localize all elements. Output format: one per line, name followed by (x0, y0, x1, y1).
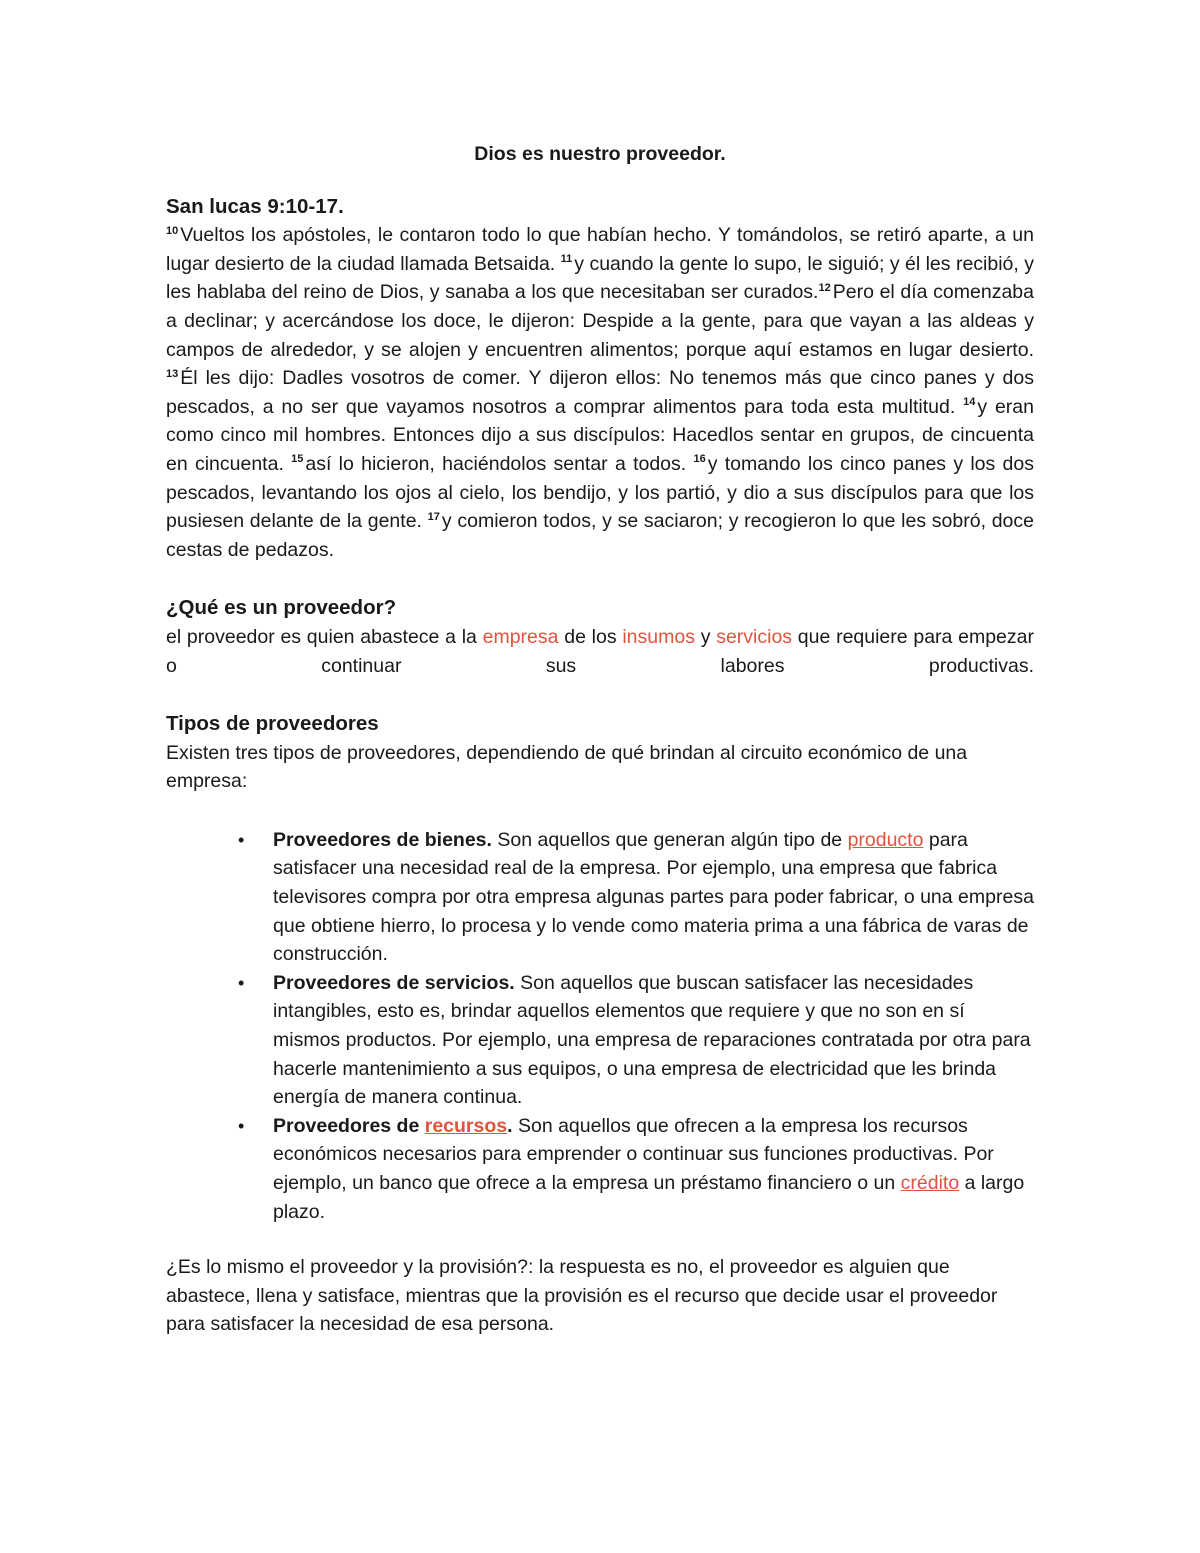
verse-text: y cuando la gente lo supo, le siguió; y él les recibió, y les hablaba del reino de Dios, y sanaba a los que necesitaban ser curados. (166, 252, 1034, 304)
verse-text: así lo hicieron, haciéndolos sentar a todos. (305, 452, 694, 475)
verse-number: 12 (818, 281, 831, 294)
bullet-icon: • (238, 829, 245, 850)
definition-text: el proveedor es quien abastece a la (166, 625, 483, 648)
producto-link[interactable]: producto (847, 828, 924, 851)
item-text: Son aquellos que generan algún tipo de (491, 828, 848, 851)
list-item (238, 969, 1035, 1112)
list-item (238, 1112, 1035, 1226)
verse-number: 13 (166, 367, 179, 380)
item-title: Proveedores de servicios (273, 971, 510, 994)
definition-text: y (694, 625, 717, 648)
item-text: Son aquellos que ofrecen a la empresa los recursos económicos necesarios para emprender o continuar sus funciones productivas. Por ejemplo, un banco que ofrece a la empresa un préstamo financiero o un (273, 1114, 994, 1194)
empresa-link[interactable]: empresa (482, 625, 559, 648)
types-intro: Existen tres tipos de proveedores, dependiendo de qué brindan al circuito económico de una empresa: (166, 741, 968, 793)
definition-heading: ¿Qué es un proveedor? (166, 596, 397, 620)
verse-text: y eran como cinco mil hombres. Entonces dijo a sus discípulos: Hacedlos sentar en grupos, de cincuenta en cincuenta. (166, 395, 1034, 475)
servicios-link[interactable]: servicios (716, 625, 793, 648)
item-title: Proveedores de bienes (273, 828, 487, 851)
definition-text: de los (558, 625, 623, 648)
definition-paragraph (166, 623, 1034, 680)
verse-text: y tomando los cinco panes y los dos pescados, levantando los ojos al cielo, los bendijo, y los partió, y dio a sus discípulos para que los pusiesen delante de la gente. (166, 452, 1034, 533)
item-text: para satisfacer una necesidad real de la empresa. Por ejemplo, una empresa que fabrica televisores compra por otra empresa algunas partes para poder fabricar, o una empresa que obtiene hierro, lo procesa y lo vende como materia prima a una fábrica de varas de construcción. (273, 828, 1034, 966)
verse-number: 14 (963, 396, 976, 409)
verse-number: 17 (427, 510, 440, 523)
credito-link[interactable]: crédito (900, 1172, 960, 1194)
verse-number: 16 (693, 453, 706, 466)
item-title-punct: . (507, 1114, 513, 1137)
document-title: Dios es nuestro proveedor. (474, 143, 726, 165)
types-heading: Tipos de proveedores (166, 712, 379, 736)
spacer (166, 680, 1034, 710)
item-text: a largo plazo. (273, 1172, 1025, 1223)
verse-text: Vueltos los apóstoles, le contaron todo lo que habían hecho. Y tomándolos, se retiró aparte, a un lugar desierto de la ciudad llamada Betsaida. (166, 224, 1034, 275)
document-page (166, 140, 1034, 1339)
verse-number: 15 (291, 453, 304, 466)
verse-number: 10 (166, 224, 179, 237)
item-title-punct: . (509, 971, 515, 994)
definition-text: que requiere para empezar o continuar sus labores productivas. (166, 625, 1034, 677)
types-list (166, 826, 1035, 1226)
spacer (166, 564, 1034, 594)
item-title-punct: . (486, 828, 492, 851)
bullet-icon: • (238, 972, 245, 993)
bullet-icon: • (238, 1115, 245, 1136)
scripture-heading: San lucas 9:10-17. (166, 194, 344, 218)
scripture-passage (166, 221, 1034, 564)
list-item (238, 826, 1035, 969)
verse-text: Pero el día comenzaba a declinar; y acercándose los doce, le dijeron: Despide a la gente, para que vayan a las aldeas y campos de alrededor, y se alojen y encuentren alimentos; porque aquí estamos en lugar desierto. (166, 281, 1034, 361)
final-paragraph: ¿Es lo mismo el proveedor y la provisión?: la respuesta es no, el proveedor es alguien que abastece, llena y satisface, mientras que la provisión es el recurso que decide usar el proveedor para satisfacer la necesidad de esa persona. (166, 1256, 998, 1336)
recursos-link[interactable]: recursos (424, 1114, 508, 1137)
verse-number: 11 (560, 253, 573, 266)
insumos-link[interactable]: insumos (622, 625, 695, 648)
item-title: Proveedores de (273, 1114, 425, 1137)
verse-text: Él les dijo: Dadles vosotros de comer. Y dijeron ellos: No tenemos más que cinco panes y dos pescados, a no ser que vayamos nosotros a comprar alimentos para toda esta multitud. (166, 367, 1034, 418)
verse-text: y comieron todos, y se saciaron; y recogieron lo que les sobró, doce cestas de pedazos. (166, 510, 1035, 561)
item-text: Son aquellos que buscan satisfacer las necesidades intangibles, esto es, brindar aquellos elementos que requiere y que no son en sí mismos productos. Por ejemplo, una empresa de reparaciones contratada por otra para hacerle mantenimiento a sus equipos, o una empresa de electricidad que les brinda energía de manera continua. (273, 971, 1031, 1109)
